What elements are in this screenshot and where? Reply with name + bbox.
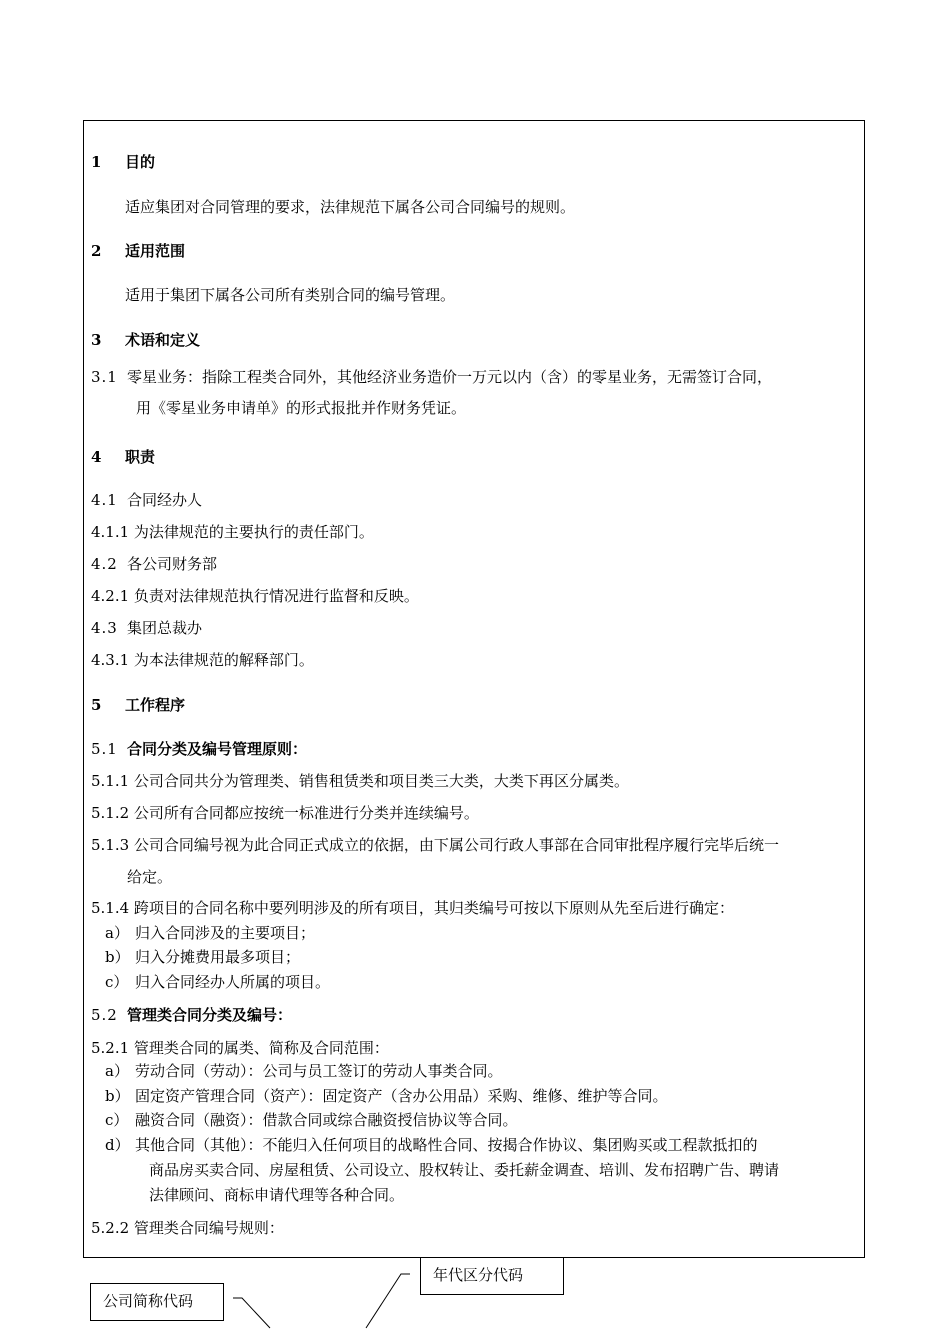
item-4-3-1: 4.3.1 为本法律规范的解释部门。 (91, 651, 314, 669)
item-5-2-2: 5.2.2 管理类合同编号规则： (91, 1219, 284, 1237)
section-5-title: 工作程序 (125, 696, 186, 714)
item-4-3-number: 4.3 (91, 619, 118, 637)
section-2-body: 适用于集团下属各公司所有类别合同的编号管理。 (125, 286, 456, 304)
list-text: 劳动合同（劳动）：公司与员工签订的劳动人事类合同。 (135, 1062, 503, 1080)
item-4-2-text: 各公司财务部 (127, 555, 218, 573)
list-item-continued: 法律顾问、商标申请代理等各种合同。 (149, 1186, 405, 1204)
list-text: 融资合同（融资）：借款合同或综合融资授信协议等合同。 (135, 1111, 518, 1129)
year-code-connector (366, 1274, 410, 1328)
item-4-3-text: 集团总裁办 (127, 619, 203, 637)
item-5-1-3: 5.1.3 公司合同编号视为此合同正式成立的依据，由下属公司行政人事部在合同审批程序履行完毕后统一 (91, 836, 779, 854)
list-text: 归入合同涉及的主要项目； (135, 924, 316, 942)
section-3-title: 术语和定义 (125, 331, 201, 349)
section-4-number: 4 (91, 448, 102, 466)
section-1-title: 目的 (125, 153, 156, 171)
list-text: 其他合同（其他）：不能归入任何项目的战略性合同、按揭合作协议、集团购买或工程款抵扣的 (135, 1136, 758, 1154)
item-3-1-text: 零星业务：指除工程类合同外，其他经济业务造价一万元以内（含）的零星业务，无需签订合同， (127, 368, 773, 386)
item-4-2-number: 4.2 (91, 555, 118, 573)
section-1-body: 适应集团对合同管理的要求，法律规范下属各公司合同编号的规则。 (125, 198, 576, 216)
item-3-1-number: 3.1 (91, 368, 118, 386)
year-code-box: 年代区分代码 (420, 1257, 564, 1295)
list-marker: a） (105, 1062, 129, 1080)
list-marker: b） (105, 948, 130, 966)
item-5-2-text: 管理类合同分类及编号： (127, 1006, 293, 1024)
company-code-box: 公司简称代码 (90, 1283, 224, 1321)
item-4-1-number: 4.1 (91, 491, 118, 509)
item-5-2-number: 5.2 (91, 1006, 118, 1024)
item-5-1-4: 5.1.4 跨项目的合同名称中要列明涉及的所有项目，其归类编号可按以下原则从先至后进行确定： (91, 899, 734, 917)
list-text: 归入分摊费用最多项目； (135, 948, 301, 966)
section-2-number: 2 (91, 242, 102, 260)
company-code-connector (233, 1298, 270, 1328)
list-marker: c） (105, 1111, 129, 1129)
item-4-1-1: 4.1.1 为法律规范的主要执行的责任部门。 (91, 523, 374, 541)
list-marker: a） (105, 924, 129, 942)
item-5-1-text: 合同分类及编号管理原则： (127, 740, 308, 758)
list-item-continued: 商品房买卖合同、房屋租赁、公司设立、股权转让、委托薪金调查、培训、发布招聘广告、聘请 (149, 1161, 780, 1179)
item-5-1-number: 5.1 (91, 740, 118, 758)
section-2-title: 适用范围 (125, 242, 186, 260)
section-1-number: 1 (91, 153, 102, 171)
item-5-1-3-continued: 给定。 (127, 868, 173, 886)
item-4-1-text: 合同经办人 (127, 491, 203, 509)
item-3-1-continued: 用《零星业务申请单》的形式报批并作财务凭证。 (136, 399, 467, 417)
item-5-1-1: 5.1.1 公司合同共分为管理类、销售租赁类和项目类三大类，大类下再区分属类。 (91, 772, 629, 790)
list-marker: d） (105, 1136, 130, 1154)
list-marker: c） (105, 973, 129, 991)
list-text: 归入合同经办人所属的项目。 (135, 973, 331, 991)
list-text: 固定资产管理合同（资产）：固定资产（含办公用品）采购、维修、维护等合同。 (135, 1087, 668, 1105)
section-3-number: 3 (91, 331, 102, 349)
section-4-title: 职责 (125, 448, 156, 466)
item-5-1-2: 5.1.2 公司所有合同都应按统一标准进行分类并连续编号。 (91, 804, 479, 822)
item-4-2-1: 4.2.1 负责对法律规范执行情况进行监督和反映。 (91, 587, 419, 605)
section-5-number: 5 (91, 696, 102, 714)
item-5-2-1: 5.2.1 管理类合同的属类、简称及合同范围： (91, 1039, 389, 1057)
list-marker: b） (105, 1087, 130, 1105)
